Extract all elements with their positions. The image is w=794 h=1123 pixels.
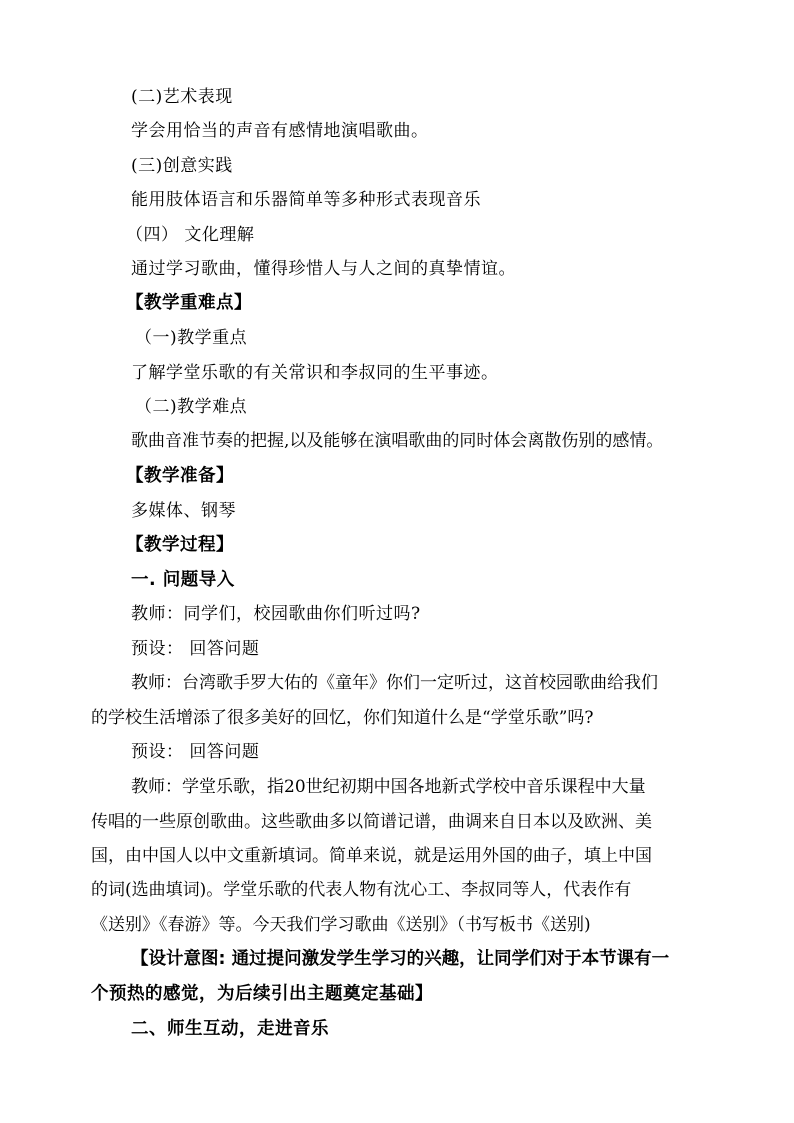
design-intent-line-2: 个预热的感觉，为后续引出主题奠定基础】 [91, 984, 433, 1004]
subheading-key-points: （一)教学重点 [135, 328, 248, 348]
paragraph-difficult-points: 歌曲音准节奏的把握,以及能够在演唱歌曲的同时体会离散伤别的感情。 [131, 431, 664, 451]
paragraph-school-songs-line-1: 教师：学堂乐歌，指20世纪初期中国各地新式学校中音乐课程中大量 [131, 777, 646, 797]
paragraph-creative-practice: 能用肢体语言和乐器简单等多种形式表现音乐 [131, 190, 481, 210]
subheading-difficult-points: （二)教学难点 [135, 397, 248, 417]
paragraph-school-songs-line-4: 的词(选曲填词)。学堂乐歌的代表人物有沈心工、李叔同等人，代表作有 [91, 880, 632, 900]
design-intent-line-1: 【设计意图: 通过提问激发学生学习的兴趣，让同学们对于本节课有一 [131, 949, 670, 969]
section-creative-practice-heading: (三)创意实践 [131, 156, 233, 176]
paragraph-school-songs-line-5: 《送别》《春游》等。今天我们学习歌曲《送别》（书写板书《送别) [91, 915, 591, 935]
paragraph-artistic-expression: 学会用恰当的声音有感情地演唱歌曲。 [131, 121, 429, 141]
paragraph-preset-answer-2: 预设： 回答问题 [131, 742, 260, 762]
section-cultural-understanding-heading: （四） 文化理解 [126, 225, 255, 245]
heading-teacher-student-interaction: 二、师生互动，走进音乐 [131, 1019, 329, 1039]
heading-teaching-process: 【教学过程】 [126, 535, 234, 555]
paragraph-cultural-understanding: 通过学习歌曲，懂得珍惜人与人之间的真挚情谊。 [131, 259, 516, 279]
paragraph-school-songs-line-2: 传唱的一些原创歌曲。这些歌曲多以简谱记谱，曲调来自日本以及欧洲、美 [91, 812, 652, 832]
heading-question-introduction: 一. 问题导入 [131, 570, 235, 590]
paragraph-key-points: 了解学堂乐歌的有关常识和李叔同的生平事迹。 [131, 363, 499, 383]
paragraph-teacher-childhood-line-1: 教师：台湾歌手罗大佑的《童年》你们一定听过，这首校园歌曲给我们 [131, 673, 658, 693]
heading-teaching-preparation: 【教学准备】 [126, 466, 234, 486]
paragraph-teacher-question: 教师：同学们，校园歌曲你们听过吗? [131, 604, 421, 624]
heading-key-difficult-points: 【教学重难点】 [126, 293, 252, 313]
section-artistic-expression-heading: (二)艺术表现 [131, 87, 233, 107]
paragraph-teacher-childhood-line-2: 的学校生活增添了很多美好的回忆，你们知道什么是“学堂乐歌”吗? [91, 708, 594, 728]
paragraph-preset-answer-1: 预设： 回答问题 [131, 639, 260, 659]
paragraph-school-songs-line-3: 国，由中国人以中文重新填词。简单来说，就是运用外国的曲子，填上中国 [91, 846, 652, 866]
paragraph-teaching-preparation: 多媒体、钢琴 [131, 501, 236, 521]
